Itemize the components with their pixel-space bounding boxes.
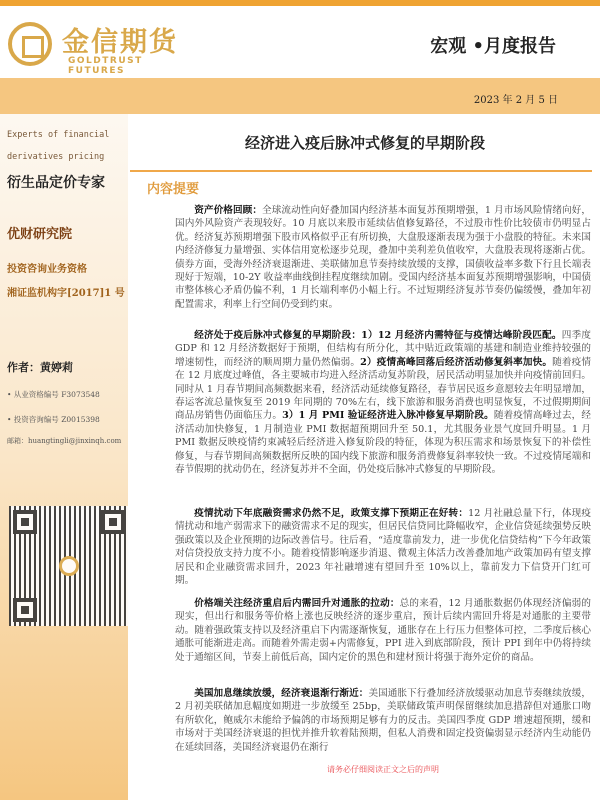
paragraph-financing xyxy=(175,507,591,587)
qr-center-logo-icon xyxy=(59,556,79,576)
cert-number: • 从业资格编号 F3073548 xyxy=(7,390,100,399)
qualification: 投资咨询业务资格 xyxy=(7,264,87,275)
paragraph-text: 美国通胀下行叠加经济放缓驱动加息节奏继续放缓，2 月初美联储加息幅度如期进一步放缓至 25bp，美联储政策声明保留继续加息措辞但对通胀口吻有所软化，鲍威尔未能给予偏鸽的市场预期足够有力的反击。美国四季度 GDP 增速超预期，缓和市场对于美国经济衰退的担忧并推升软着陆预期，但私人消费和固定投资偏弱显示经济内生动能仍在延续回落，美国经济衰退仍在渐行 xyxy=(175,688,592,753)
qr-code xyxy=(9,506,129,626)
paragraph-lead: 3）1 月 PMI 验证经济进入脉冲修复早期阶段。 xyxy=(282,410,494,422)
paragraph-text: 随着疫情在 12 月底度过峰值，各主要城市均进入经济活动复苏阶段，居民活动明显加快并向疫情前回归。同时从 1 月春节期间高频数据来看，经济活动延续修复路径，春节居民返乡意愿较去年明显增加，春运客流总量恢复至 2019 年同期的 70%左右，线下旅游和服务消费也明显恢复，不过假期期间商品房销售仍面临压力。 xyxy=(175,356,592,422)
paragraph-prices xyxy=(175,597,591,664)
paragraph-text: 四季度 GDP 和 12 月经济数据好于预期，但结构有所分化，其中贴近政策端的基建和制造业维持较强的增速韧性，而经济的顺周期力量仍然偏弱。 xyxy=(175,330,592,368)
company-logo xyxy=(8,20,188,76)
author: 作者：黄婷莉 xyxy=(7,361,73,374)
coin-logo-icon xyxy=(8,22,52,66)
qr-finder-icon xyxy=(101,510,125,534)
summary-heading: 内容提要 xyxy=(147,182,200,197)
paragraph-lead: 疫情扰动下年底融资需求仍然不足，政策支撑下预期正在好转： xyxy=(194,508,469,519)
tagline-en-1: Experts of financial xyxy=(7,130,110,140)
logo-chinese-name: 金信期货 xyxy=(62,27,178,58)
advisory-number: • 投资咨询编号 Z0015398 xyxy=(7,415,100,424)
footer-disclaimer: 请务必仔细阅读正文之后的声明 xyxy=(327,765,439,774)
license-number: 湘证监机构字[2017]1 号 xyxy=(7,288,125,299)
paragraph-text: 12 月社融总量下行，体现疫情扰动和地产弱需求下的融资需求不足的现实，但居民信贷同比降幅收窄，企业信贷延续强势反映强政策以及企业预期的边际改善信号。往后看，“适度靠前发力，进一步优化信贷结构”下今年政策对信贷投放支持力度不小。随着疫情影响逐步消退、微观主体活力改善叠加地产政策加码有望支撑居民和企业融资需求回升，2023 年社融增速有望回升至 10%以上，靠前发力下信贷开门红可期。 xyxy=(175,508,591,587)
sidebar xyxy=(0,114,128,800)
author-email[interactable]: 邮箱：huangtingli@jinxinqh.com xyxy=(7,437,122,445)
paragraph-asset-review xyxy=(175,204,591,311)
paragraph-text: 全球流动性向好叠加国内经济基本面复苏预期增强，1 月市场风险情绪向好，国内外风险资产表现较好。10 月底以来股市延续估值修复路径，不过股市性价比较债市仍明显占优。经济复苏预期增强下股市风格似乎正有所切换，大盘股逐渐表现为强于小盘股的特征。未来国内经济修复力量增强、实体信用宽松逐步兑现，叠加中美利差负值收窄，大盘股表现将逐渐占优。债券方面，受海外经济衰退渐进、美联储加息节奏持续放缓的支撑，国债收益率多数下行且长端表现好于短端，10-2Y 收益率曲线倒挂程度继续加剧。受国内经济基本面复苏预期增强影响，中国债市整体核心矛盾仍偏不利，1 月长端利率仍小幅上行。不过短期经济复苏节奏仍偏缓慢，叠加年初配置需求，利率上行空间仍受到约束。 xyxy=(175,205,592,310)
paragraph-text: 总的来看，12 月通胀数据仍体现经济偏弱的现实，但出行和服务等价格上涨也反映经济的逐步重启，预计后续内需回升将是对通胀的主要带动。随着强政策支持以及经济重启下内需逐渐恢复，通胀存在上行压力但整体可控，二季度后核心通胀可能渐进走高。而随着外需走弱+内需修复，PPI 进入到底部阶段，预计 PPI 到年中仍将持续处于通缩区间，节奏上前低后高，国内定价的黑色和建材预计将强于海外定价的商品。 xyxy=(175,598,591,663)
paragraph-lead: 价格端关注经济重启后内需回升对通胀的拉动： xyxy=(194,598,400,609)
title-divider xyxy=(130,170,592,172)
paragraph-lead: 美国加息继续放缓，经济衰退渐行渐近： xyxy=(194,688,369,699)
logo-english-name: GOLDTRUST FUTURES xyxy=(68,56,143,76)
paragraph-economy xyxy=(175,329,591,476)
qr-finder-icon xyxy=(13,510,37,534)
qr-finder-icon xyxy=(13,598,37,622)
report-type: 宏观 •月度报告 xyxy=(430,36,556,57)
paragraph-us xyxy=(175,687,591,754)
paragraph-lead: 经济处于疫后脉冲式修复的早期阶段：1）12 月经济内需特征与疫情达峰阶段匹配。 xyxy=(194,330,562,341)
paragraph-lead: 资产价格回顾： xyxy=(194,205,263,216)
report-title: 经济进入疫后脉冲式修复的早期阶段 xyxy=(244,134,485,152)
top-accent-bar xyxy=(0,0,600,6)
institute-name: 优财研究院 xyxy=(7,227,73,242)
tagline-en-2: derivatives pricing xyxy=(7,152,105,162)
paragraph-lead: 2）疫情高峰回落后经济活动修复斜率加快。 xyxy=(360,356,553,368)
paragraph-text: 随着疫情高峰过去，经济活动加快修复，1 月制造业 PMI 数据超预期回升至 50.1，尤其服务业景气度回升明显。1 月 PMI 数据反映疫情约束减轻后经济进入修复阶段的特征，体现为积压需求和场景恢复下的补偿性修复，与春节期间高频数据所反映的国内线下旅游和服务消费修复斜率较快一致。不过疫情尾端和春节假期的扰动仍在，经济复苏并不全面，仍处疫后脉冲式修复的早期阶段。 xyxy=(175,410,592,476)
tagline-cn: 衍生品定价专家 xyxy=(7,175,105,191)
report-date: 2023 年 2 月 5 日 xyxy=(473,95,558,106)
